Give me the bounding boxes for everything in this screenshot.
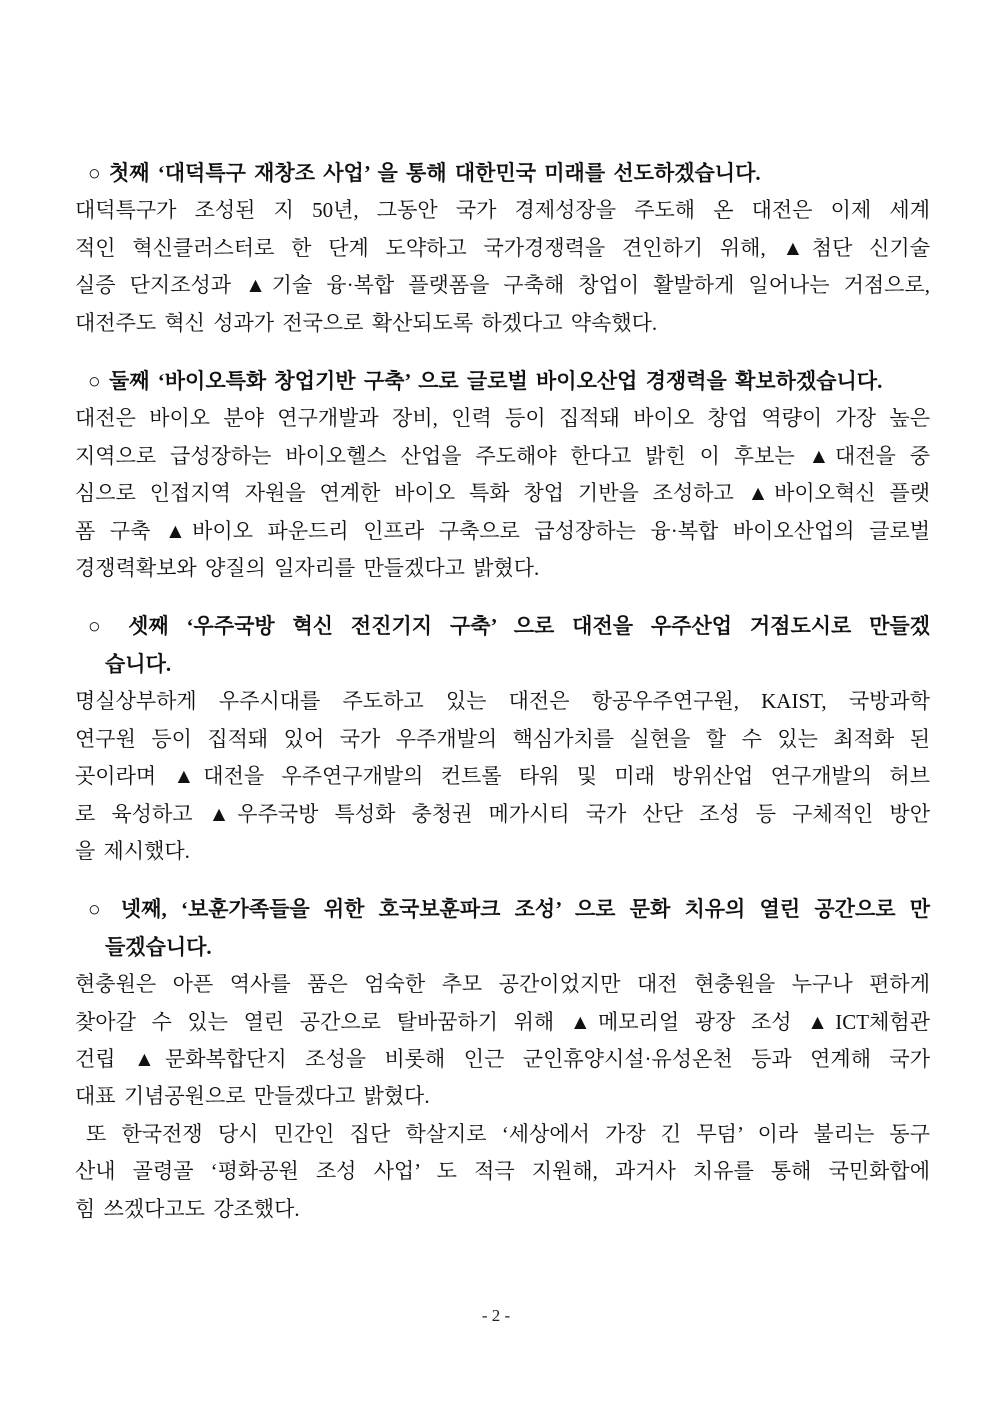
- text-line: 또 한국전쟁 당시 민간인 집단 학살지로 ‘세상에서 가장 긴 무덤’ 이라 불리는 동구: [86, 1121, 930, 1146]
- text-line: 로 육성하고 ▲우주국방 특성화 충청권 메가시티 국가 산단 조성 등 구체적인 방안: [75, 801, 930, 826]
- section-heading: ○ 넷째, ‘보훈가족들을 위한 호국보훈파크 조성’ 으로 문화 치유의 열린 공간으로 만: [88, 897, 931, 922]
- text-line: 심으로 인접지역 자원을 연계한 바이오 특화 창업 기반을 조성하고 ▲바이오혁신 플랫: [75, 481, 930, 506]
- document-body: [75, 155, 930, 1249]
- page-number: - 2 -: [481, 1306, 511, 1325]
- circle-bullet-icon: ○: [88, 614, 111, 639]
- text-line: 산내 골령골 ‘평화공원 조성 사업’ 도 적극 지원해, 과거사 치유를 통해 국민화합에: [75, 1159, 930, 1184]
- circle-bullet-icon: ○: [88, 369, 101, 394]
- text-line: 실증 단지조성과 ▲기술 융·복합 플랫폼을 구축해 창업이 활발하게 일어나는 거점으로,: [75, 273, 930, 298]
- press-section: [75, 891, 930, 1228]
- section-heading: ○ 첫째 ‘대덕특구 재창조 사업’ 을 통해 대한민국 미래를 선도하겠습니다.: [88, 161, 761, 185]
- text-line: 을 제시했다.: [75, 838, 190, 863]
- text-line: 연구원 등이 집적돼 있어 국가 우주개발의 핵심가치를 실현을 할 수 있는 최적화 된: [75, 726, 930, 751]
- text-line: 적인 혁신클러스터로 한 단계 도약하고 국가경쟁력을 견인하기 위해, ▲첨단 신기술: [75, 235, 930, 260]
- section-heading-continued: 들겠습니다.: [105, 934, 212, 959]
- text-line: 곳이라며 ▲대전을 우주연구개발의 컨트롤 타워 및 미래 방위산업 연구개발의 허브: [75, 764, 930, 789]
- press-section: [75, 608, 930, 870]
- body-paragraph: [75, 1116, 930, 1228]
- section-heading: ○ 둘째 ‘바이오특화 창업기반 구축’ 으로 글로벌 바이오산업 경쟁력을 확보하겠습니다.: [88, 369, 883, 394]
- text-line: 찾아갈 수 있는 열린 공간으로 탈바꿈하기 위해 ▲메모리얼 광장 조성 ▲ICT체험관: [75, 1009, 930, 1034]
- text-line: 힘 쓰겠다고도 강조했다.: [75, 1196, 300, 1221]
- section-heading: ○ 셋째 ‘우주국방 혁신 전진기지 구축’ 으로 대전을 우주산업 거점도시로 만들겠: [88, 614, 930, 639]
- body-paragraph: [75, 683, 930, 870]
- body-paragraph: [75, 192, 930, 342]
- text-line: 대전은 바이오 분야 연구개발과 장비, 인력 등이 집적돼 바이오 창업 역량이 가장 높은: [75, 406, 930, 431]
- body-paragraph: [75, 400, 930, 587]
- text-line: 대표 기념공원으로 만들겠다고 밝혔다.: [75, 1084, 430, 1109]
- body-paragraph: [75, 966, 930, 1116]
- circle-bullet-icon: ○: [88, 161, 101, 185]
- press-section: [75, 363, 930, 587]
- text-line: 폼 구축 ▲바이오 파운드리 인프라 구축으로 급성장하는 융·복합 바이오산업의 글로벌: [75, 518, 930, 543]
- text-line: 경쟁력확보와 양질의 일자리를 만들겠다고 밝혔다.: [75, 556, 540, 581]
- circle-bullet-icon: ○: [88, 897, 107, 922]
- text-line: 건립 ▲문화복합단지 조성을 비롯해 인근 군인휴양시설·유성온천 등과 연계해 국가: [75, 1046, 930, 1071]
- section-heading-continued: 습니다.: [105, 651, 172, 676]
- text-line: 대전주도 혁신 성과가 전국으로 확산되도록 하겠다고 약속했다.: [75, 310, 658, 335]
- press-section: [75, 155, 930, 342]
- text-line: 명실상부하게 우주시대를 주도하고 있는 대전은 항공우주연구원, KAIST, 국방과학: [75, 689, 930, 714]
- text-line: 대덕특구가 조성된 지 50년, 그동안 국가 경제성장을 주도해 온 대전은 이제 세계: [75, 198, 930, 223]
- text-line: 지역으로 급성장하는 바이오헬스 산업을 주도해야 한다고 밝힌 이 후보는 ▲대전을 중: [75, 443, 930, 468]
- text-line: 현충원은 아픈 역사를 품은 엄숙한 추모 공간이었지만 대전 현충원을 누구나 편하게: [75, 972, 930, 997]
